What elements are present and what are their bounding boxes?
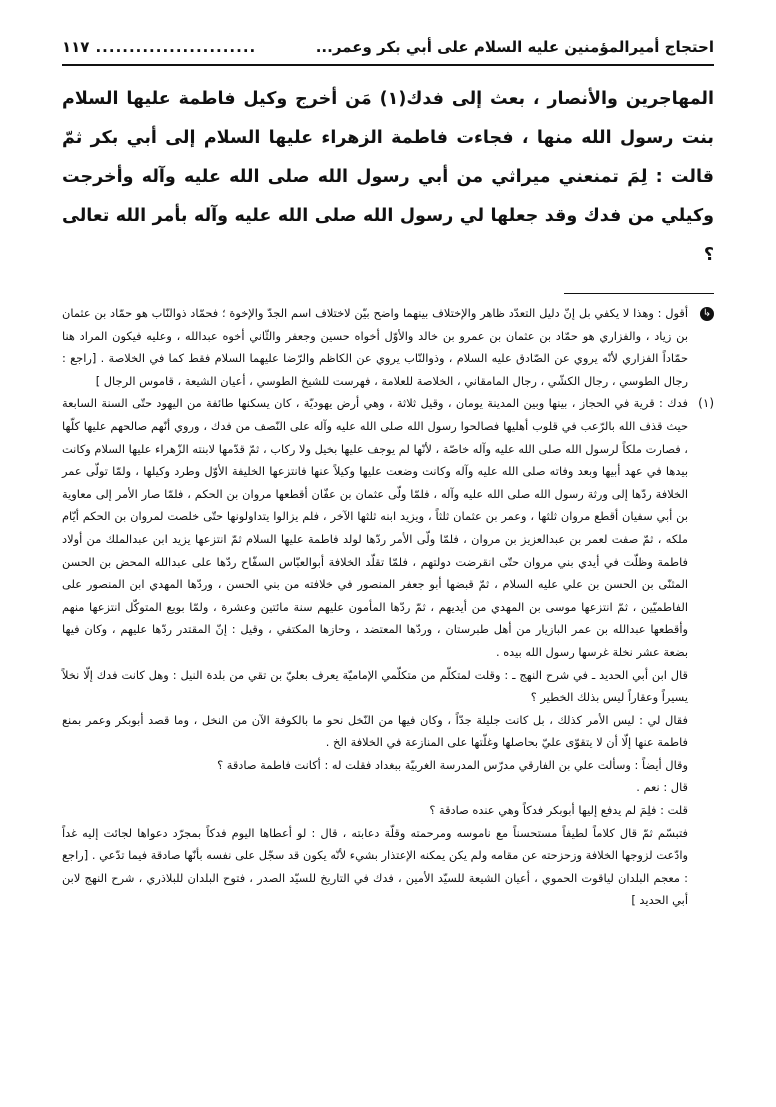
footnote-paragraph: قلت : فلِمَ لم يدفع إليها أبوبكر فدكاً وهي عنده صادقة ؟ [429, 803, 688, 818]
book-page [62, 34, 714, 1087]
footnote-1-body [62, 392, 688, 912]
footnote-number: (١) [698, 396, 714, 411]
footnote-paragraph: فدك : قرية في الحجاز ، بينها وبين المدينة يومان ، وقيل ثلاثة ، وهي أرض يهوديّة ، كان يسكنها طائفة من اليهود حتّى السنة السابعة حيث قذف الله بالرّعب في قلوب أهليها فصالحوا رسول الله صلى الله عليه وآله على النّصف من فدك ، وروي أنّهم صالحهم عليها كلّها ، فصارت ملكاً لرسول الله صلى الله عليه وآله خاصّة ، لأنّها لم يوجف عليها بخيل ولا ركاب ، ثمّ قدّمها لابنته الزّهراء عليها السلام وكانت بيدها في عهد أبيها وبعد وفاته صلى الله عليه وآله وكانت وضعت عليها وكيلاً عنها فانتزعها الخليفة الأوّل وطرد وكيلها ، ولمّا تولّى عمر الخلافة ردّها إلى ورثة رسول الله صلى الله عليه وآله ، فلمّا ولّى عثمان بن عفّان أقطعها مروان بن الحكم ، فلمّا صار الأمر إلى معاوية بن أبي سفيان أقطع مروان ثلثها ، وعمر بن عثمان ثلثاً ، ويزيد ابنه ثلثها الآخر ، فلم يزالوا يتداولونها حتّى خلصت لمروان بن الحكم أيّام ملكه ، ثمّ صفت لعمر بن عبدالعزيز بن مروان ، فلمّا ولّى الأمر ردّها لولد فاطمة عليها السلام ثمّ انتزعها يزيد ابن عبدالملك من أولاد فاطمة وظلّت في أيدي بني مروان حتّى انقرضت دولتهم ، فلمّا تقلّد الخلافة أبوالعبّاس السفّاح ردّها على عبدالله المحض بن الحسن المثنّى بن الحسن بن علي عليه السلام ، ثمّ قبضها أبو جعفر المنصور في خلافته من بني الحسن ، وردّها المهدي ابن المنصور على الفاطميّين ، ثمّ انتزعها موسى بن المهدي من أيديهم ، ثمّ ردّها المأمون عليهم سنة مائتين وعشرة ، ولمّا بويع المتوكّل انتزعها منهم وأقطعها عبدالله بن عمر البازيار من أهل طبرستان ، وردّها المعتضد ، وحازها المكتفي ، وقيل : إنّ المقتدر ردّها عليهم ، وكان فيها بضعة عشر نخلة غرسها رسول الله بيده . [62, 396, 688, 659]
footnote-paragraph: أقول : وهذا لا يكفي بل إنّ دليل التعدّد ظاهر والإختلاف بينهما واضح بيّن لاختلاف اسم الجدّ والإخوة ؛ فحمّاد ذوالنّاب هو حمّاد بن عثمان بن زياد ، والفزاري هو حمّاد بن عثمان بن عمرو بن خالد والأوّل أخواه حسين وجعفر والثّاني أخوه عبدالله ، وعليه فيكون المراد هنا حمّاداً الفزاري لأنّه يروي عن الصّادق عليه السلام ، وذوالنّاب يروي عن الكاظم والرّضا عليهما السلام فقط كما في الخلاصة . [راجع : رجال الطوسي ، رجال الكشّي ، رجال المامقاني ، الخلاصة للعلامة ، فهرست للشيخ الطوسي ، أعيان الشيعة ، قاموس الرجال ] [62, 306, 688, 388]
footnote-paragraph: قال ابن أبي الحديد ـ في شرح النهج ـ : وقلت لمتكلّم من متكلّمي الإماميّة يعرف بعليّ بن تقي من بلدة النيل : وهل كانت فدك إلّا نخلاً يسيراً وعقاراً ليس بذلك الخطير ؟ [62, 667, 688, 705]
footnote-marker [688, 302, 714, 325]
page-number: ١١٧ [62, 38, 90, 56]
footnote-continued [62, 302, 714, 392]
footnote-paragraph: قال : نعم . [636, 780, 688, 795]
arrow-circle-icon: ↳ [700, 307, 714, 321]
page-header [62, 34, 714, 66]
footnote-paragraph: فقال لي : ليس الأمر كذلك ، بل كانت جليلة جدّاً ، وكان فيها من النّخل نحو ما بالكوفة الآن من النخل ، وما قصد أبوبكر وعمر بمنع فاطمة عنها إلّا أن لا يتقوّى عليّ بحاصلها وغلّتها على المنازعة في الخلافة الخ . [62, 712, 688, 750]
footnotes [62, 302, 714, 912]
footnote-paragraph: فتبسّم ثمّ قال كلاماً لطيفاً مستحسناً مع ناموسه ومرحمته وقلّة دعابته ، قال : لو أعطاها اليوم فدكاً بمجرّد دعواها لجائت إليه غداً وادّعت لزوجها الخلافة وزحزحته عن مقامه ولم يكن يمكنه الإعتذار بشيء لأنّه يكون قد سجّل على نفسه بأنّها صادقة فيما تدّعي . [راجع : معجم البلدان لياقوت الحموي ، أعيان الشيعة للسيّد الأمين ، فدك في التاريخ للسيّد الصدر ، فتوح البلدان للبلاذري ، شرح النهج لابن أبي الحديد ] [62, 825, 688, 908]
main-body-text: المهاجرين والأنصار ، بعث إلى فدك(١) مَن أخرج وكيل فاطمة عليها السلام بنت رسول الله منها ، فجاءت فاطمة الزهراء عليها السلام إلى أبي بكر ثمّ قالت : لِمَ تمنعني ميراثي من أبي رسول الله صلى الله عليه وآله وأخرجت وكيلي من فدك وقد جعلها لي رسول الله صلى الله عليه وآله بأمر الله تعالى ؟ [62, 89, 715, 265]
footnote-1 [62, 392, 714, 912]
footnote-continued-body [62, 302, 688, 392]
footnote-divider [564, 293, 714, 294]
footnote-paragraph: وقال أيضاً : وسألت علي بن الفارقي مدرّس المدرسة الغربيّة ببغداد فقلت له : أكانت فاطمة صادقة ؟ [217, 757, 688, 772]
header-leader-dots: ........................ [95, 38, 257, 56]
running-title: احتجاج أميرالمؤمنين عليه السلام على أبي بكر وعمر... [315, 38, 714, 56]
